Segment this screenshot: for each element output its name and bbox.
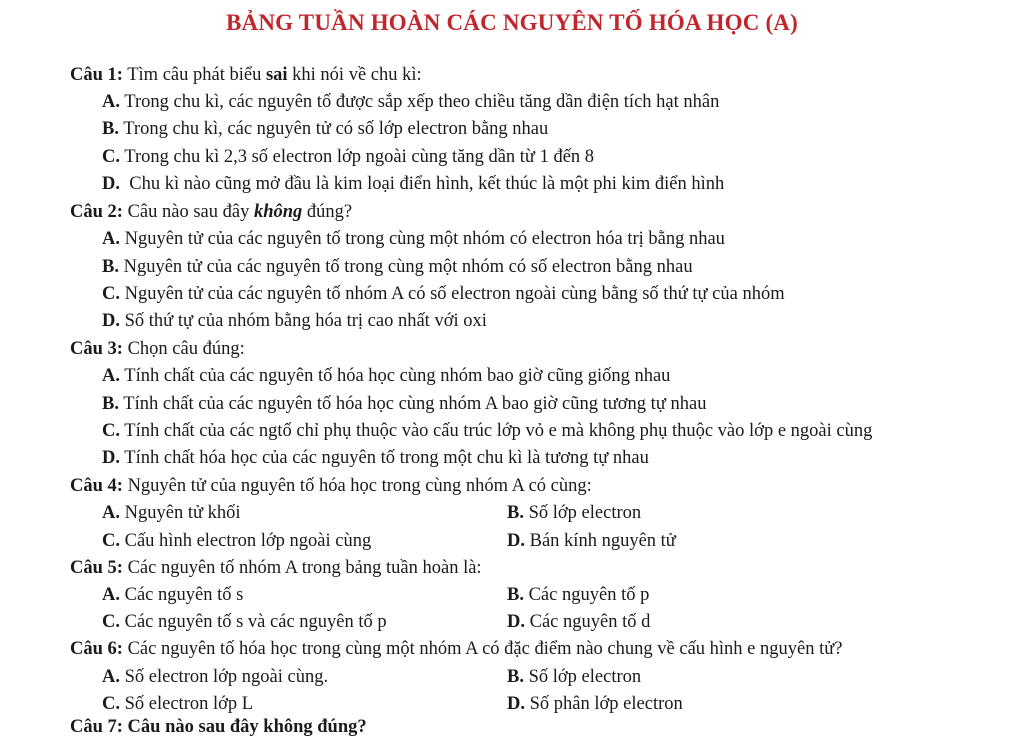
option-key: C. [102, 694, 120, 714]
option-key: C. [102, 531, 120, 551]
question-6-option-b [507, 666, 641, 688]
option-key: D. [102, 311, 120, 331]
question-2-option-c [102, 283, 785, 305]
option-text: Chu kì nào cũng mở đầu là kim loại điển hình, kết thúc là một phi kim điển hình [129, 174, 725, 194]
option-text: Bán kính nguyên tử [529, 531, 676, 551]
question-1-option-c [102, 146, 594, 168]
question-2-option-b [102, 256, 693, 278]
option-text: Số electron lớp L [124, 694, 254, 714]
option-text: Cấu hình electron lớp ngoài cùng [124, 531, 372, 551]
option-text: Số lớp electron [528, 667, 642, 687]
question-6-option-a [102, 666, 328, 688]
question-5-option-b [507, 584, 649, 606]
option-key: C. [102, 421, 120, 441]
option-key: B. [507, 585, 524, 605]
option-text: Số lớp electron [528, 503, 642, 523]
option-key: A. [102, 92, 120, 112]
option-key: B. [507, 667, 524, 687]
option-text: Các nguyên tố s và các nguyên tố p [124, 612, 387, 632]
question-5-text: Các nguyên tố nhóm A trong bảng tuần hoàn là: [127, 558, 482, 578]
question-1-label: Câu 1: [70, 65, 123, 85]
option-text: Tính chất của các ngtố chỉ phụ thuộc vào cấu trúc lớp vỏ e mà không phụ thuộc vào lớp e ngoài cùng [124, 421, 873, 441]
question-2-option-d [102, 310, 487, 332]
option-text: Số thứ tự của nhóm bằng hóa trị cao nhất với oxi [124, 311, 487, 331]
option-text: Các nguyên tố p [528, 585, 650, 605]
question-7-clipped: Câu 7: Câu nào sau đây không đúng? [70, 717, 367, 737]
question-1-text-after: khi nói về chu kì: [292, 65, 422, 85]
option-text: Nguyên tử của các nguyên tố trong cùng một nhóm có electron hóa trị bằng nhau [124, 229, 725, 249]
question-2-option-a [102, 228, 725, 250]
option-text: Nguyên tử khối [124, 503, 241, 523]
question-2-emphasis: không [253, 202, 303, 222]
question-1 [70, 64, 422, 86]
question-4-option-a [102, 502, 241, 524]
option-key: B. [102, 257, 119, 277]
option-key: D. [507, 531, 525, 551]
question-3-text: Chọn câu đúng: [127, 339, 245, 359]
option-key: D. [507, 694, 525, 714]
option-key: B. [102, 119, 119, 139]
option-text: Trong chu kì, các nguyên tố được sắp xếp theo chiều tăng dần điện tích hạt nhân [124, 92, 720, 112]
question-5-option-d [507, 611, 650, 633]
question-5-label: Câu 5: [70, 558, 123, 578]
question-5 [70, 557, 482, 579]
question-6-option-c [102, 693, 253, 715]
question-3-option-c [102, 420, 872, 442]
question-2-text-after: đúng? [306, 202, 353, 222]
question-3 [70, 338, 245, 360]
option-key: C. [102, 147, 120, 167]
question-6 [70, 638, 842, 660]
question-2-text-before: Câu nào sau đây [127, 202, 250, 222]
option-key: A. [102, 366, 120, 386]
option-key: D. [102, 448, 120, 468]
question-4-label: Câu 4: [70, 476, 123, 496]
question-4-option-c [102, 530, 371, 552]
question-6-option-d [507, 693, 683, 715]
option-key: D. [507, 612, 525, 632]
question-4-option-b [507, 502, 641, 524]
option-text: Tính chất của các nguyên tố hóa học cùng nhóm bao giờ cũng giống nhau [124, 366, 671, 386]
option-text: Số phân lớp electron [529, 694, 683, 714]
option-key: A. [102, 667, 120, 687]
option-key: D. [102, 174, 120, 194]
option-key: A. [102, 585, 120, 605]
option-key: B. [507, 503, 524, 523]
question-1-option-a [102, 91, 719, 113]
option-text: Nguyên tử của các nguyên tố nhóm A có số electron ngoài cùng bằng số thứ tự của nhóm [124, 284, 785, 304]
question-4-text: Nguyên tử của nguyên tố hóa học trong cùng nhóm A có cùng: [127, 476, 592, 496]
option-key: B. [102, 394, 119, 414]
option-text: Số electron lớp ngoài cùng. [124, 667, 329, 687]
option-text: Trong chu kì 2,3 số electron lớp ngoài cùng tăng dần từ 1 đến 8 [124, 147, 595, 167]
option-text: Các nguyên tố d [529, 612, 651, 632]
option-key: A. [102, 503, 120, 523]
question-3-label: Câu 3: [70, 339, 123, 359]
question-4 [70, 475, 592, 497]
question-1-text-before: Tìm câu phát biểu [127, 65, 262, 85]
question-5-option-a [102, 584, 243, 606]
question-1-emphasis: sai [265, 65, 288, 85]
option-key: A. [102, 229, 120, 249]
question-3-option-b [102, 393, 706, 415]
question-2 [70, 201, 352, 223]
option-text: Trong chu kì, các nguyên tử có số lớp electron bằng nhau [123, 119, 549, 139]
question-3-option-d [102, 447, 649, 469]
question-3-option-a [102, 365, 670, 387]
page-title: BẢNG TUẦN HOÀN CÁC NGUYÊN TỐ HÓA HỌC (A) [226, 10, 798, 35]
question-4-option-d [507, 530, 676, 552]
question-1-option-b [102, 118, 548, 140]
option-text: Tính chất của các nguyên tố hóa học cùng nhóm A bao giờ cũng tương tự nhau [123, 394, 707, 414]
option-text: Tính chất hóa học của các nguyên tố trong một chu kì là tương tự nhau [124, 448, 649, 468]
question-1-option-d [102, 173, 724, 195]
option-text: Các nguyên tố s [124, 585, 244, 605]
question-6-label: Câu 6: [70, 639, 123, 659]
option-key: C. [102, 284, 120, 304]
question-5-option-c [102, 611, 387, 633]
option-key: C. [102, 612, 120, 632]
question-2-label: Câu 2: [70, 202, 123, 222]
option-text: Nguyên tử của các nguyên tố trong cùng một nhóm có số electron bằng nhau [123, 257, 693, 277]
question-6-text: Các nguyên tố hóa học trong cùng một nhóm A có đặc điểm nào chung về cấu hình e nguyên tử? [127, 639, 843, 659]
